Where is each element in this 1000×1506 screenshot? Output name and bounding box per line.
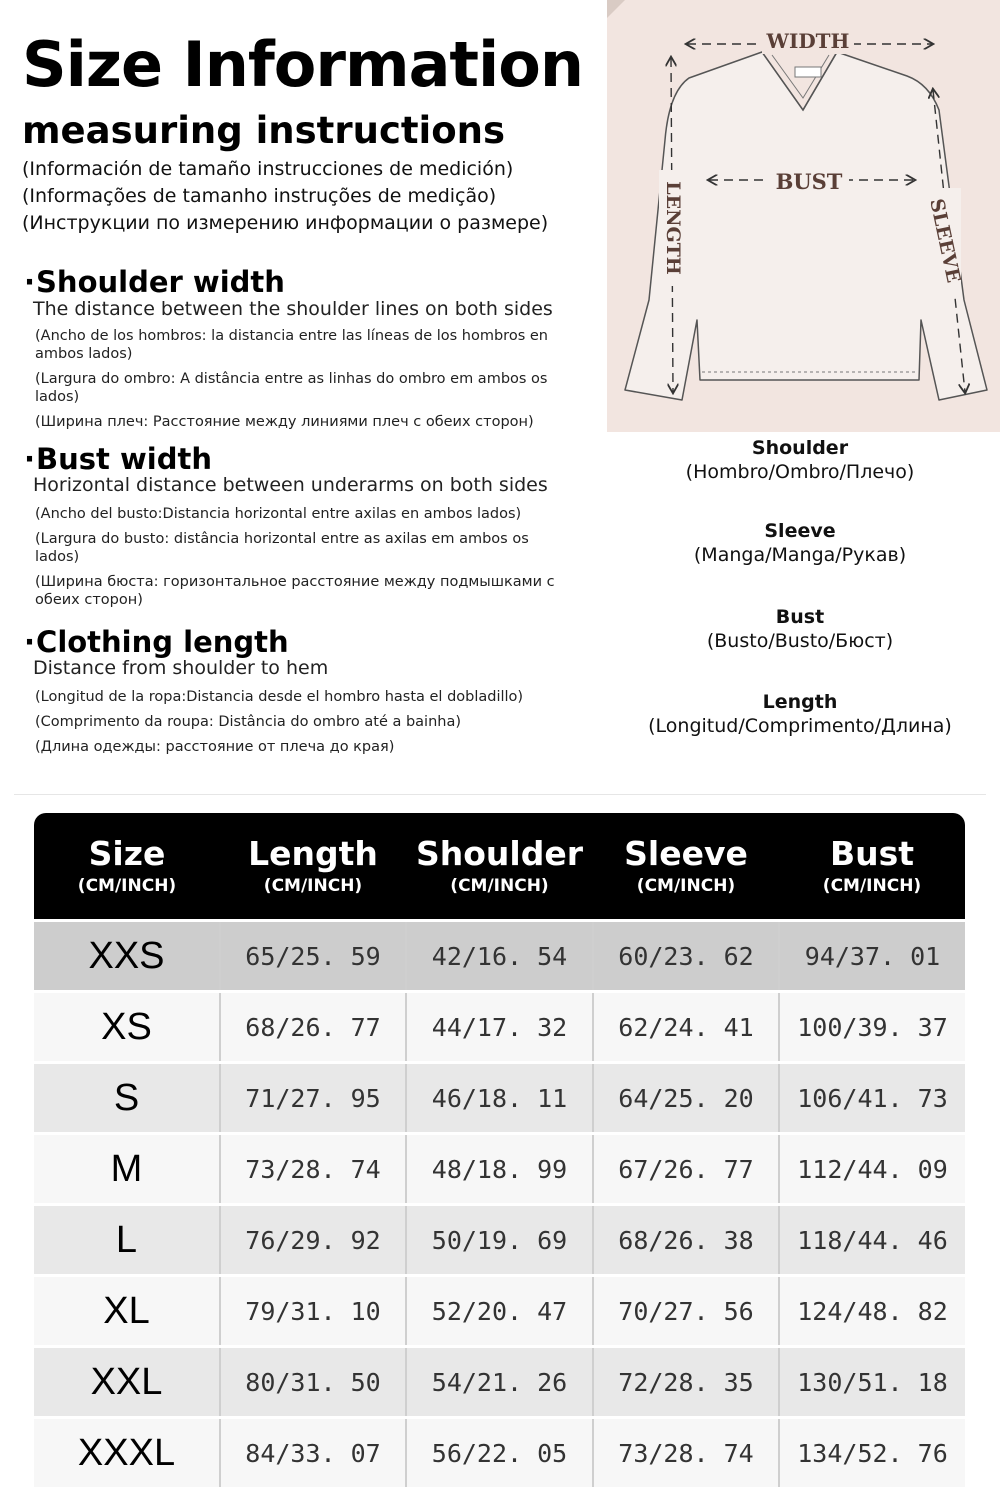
bust-cell: 124/48. 82 [779, 1276, 965, 1347]
header-bust-unit: (CM/INCH) [822, 876, 922, 896]
sleeve-cell: 60/23. 62 [593, 921, 779, 992]
table-row [34, 992, 965, 1063]
size-cell: XXXL [34, 1418, 220, 1488]
shoulder-width-heading: ·Shoulder width [24, 265, 285, 299]
table-row [34, 1347, 965, 1418]
sleeve-cell: 62/24. 41 [593, 992, 779, 1063]
table-row [34, 1063, 965, 1134]
bust-cell: 94/37. 01 [779, 921, 965, 992]
table-row [34, 1205, 965, 1276]
clothing-length-description: Distance from shoulder to hem [33, 657, 329, 679]
legend-shoulder [600, 436, 1000, 484]
title-translation-ru: (Инструкции по измерению информации о размере) [22, 212, 549, 234]
clothing-length-note-pt: (Comprimento da roupa: Distância do ombro até a bainha) [35, 714, 462, 730]
legend-bust-label: Bust [775, 606, 825, 628]
shoulder-cell: 46/18. 11 [406, 1063, 593, 1134]
shoulder-width-note-pt: (Largura do ombro: A distância entre as linhas do ombro em ambos os lados) [35, 371, 548, 405]
bust-width-description: Horizontal distance between underarms on both sides [33, 474, 548, 496]
bust-label: BUST [775, 169, 843, 194]
clothing-length-heading-text: Clothing length [36, 625, 289, 659]
corner-fold-decoration [607, 0, 625, 18]
header-sleeve [593, 813, 779, 921]
legend-bust [600, 605, 1000, 653]
legend-sleeve [600, 519, 1000, 567]
page-title: Size Information [22, 28, 584, 101]
shoulder-cell: 42/16. 54 [406, 921, 593, 992]
title-translations [22, 156, 548, 237]
size-cell: XL [34, 1276, 220, 1347]
length-cell: 84/33. 07 [220, 1418, 406, 1488]
bust-cell: 100/39. 37 [779, 992, 965, 1063]
page-subtitle: measuring instructions [22, 109, 506, 152]
header-length [220, 813, 406, 921]
size-cell: XS [34, 992, 220, 1063]
shoulder-cell: 56/22. 05 [406, 1418, 593, 1488]
sleeve-cell: 68/26. 38 [593, 1205, 779, 1276]
legend-shoulder-label: Shoulder [751, 437, 849, 459]
bust-cell: 118/44. 46 [779, 1205, 965, 1276]
sleeve-cell: 72/28. 35 [593, 1347, 779, 1418]
sleeve-cell: 67/26. 77 [593, 1134, 779, 1205]
clothing-length-note-ru: (Длина одежды: расстояние от плеча до края) [35, 739, 395, 755]
size-cell: L [34, 1205, 220, 1276]
legend-bust-translations: (Busto/Busto/Бюст) [706, 630, 894, 652]
header-sleeve-label: Sleeve [624, 834, 748, 873]
header-shoulder-unit: (CM/INCH) [450, 876, 549, 896]
header-shoulder [406, 813, 593, 921]
size-cell: M [34, 1134, 220, 1205]
size-cell: S [34, 1063, 220, 1134]
sleeve-label: SLEEVE [925, 196, 965, 285]
table-row [34, 921, 965, 992]
header-bust [779, 813, 965, 921]
shoulder-cell: 50/19. 69 [406, 1205, 593, 1276]
length-label: LENGTH [662, 181, 684, 275]
header-size-label: Size [88, 834, 166, 873]
table-row [34, 1276, 965, 1347]
bust-cell: 112/44. 09 [779, 1134, 965, 1205]
shirt-measurement-diagram [607, 0, 1000, 432]
length-cell: 79/31. 10 [220, 1276, 406, 1347]
shoulder-width-notes [35, 327, 575, 438]
clothing-length-note-es: (Longitud de la ropa:Distancia desde el hombro hasta el dobladillo) [35, 689, 524, 705]
length-cell: 65/25. 59 [220, 921, 406, 992]
header-sleeve-unit: (CM/INCH) [636, 876, 736, 896]
shoulder-cell: 54/21. 26 [406, 1347, 593, 1418]
shirt-illustration [607, 0, 1000, 432]
bust-width-note-es: (Ancho del busto:Distancia horizontal entre axilas en ambos lados) [35, 506, 522, 522]
shoulder-width-heading-text: Shoulder width [36, 265, 285, 299]
bust-width-heading-text: Bust width [36, 442, 212, 476]
shoulder-cell: 52/20. 47 [406, 1276, 593, 1347]
legend-length-label: Length [762, 691, 838, 713]
length-cell: 80/31. 50 [220, 1347, 406, 1418]
clothing-length-notes [35, 688, 575, 763]
bust-cell: 134/52. 76 [779, 1418, 965, 1488]
header-bust-label: Bust [829, 834, 915, 873]
section-divider [14, 794, 986, 795]
size-chart-table [34, 813, 965, 1487]
table-row [34, 1418, 965, 1488]
shoulder-cell: 44/17. 32 [406, 992, 593, 1063]
legend-sleeve-translations: (Manga/Manga/Рукав) [693, 544, 907, 566]
length-cell: 68/26. 77 [220, 992, 406, 1063]
header-size-unit: (CM/INCH) [77, 876, 177, 896]
title-translation-pt: (Informações de tamanho instruções de medição) [22, 185, 497, 207]
bust-width-note-ru: (Ширина бюста: горизонтальное расстояние между подмышками с обеих сторон) [35, 574, 555, 608]
title-translation-es: (Información de tamaño instrucciones de medición) [22, 158, 514, 180]
size-cell: XXL [34, 1347, 220, 1418]
shoulder-width-description: The distance between the shoulder lines on both sides [33, 298, 553, 320]
header-size [34, 813, 220, 921]
bust-cell: 130/51. 18 [779, 1347, 965, 1418]
length-cell: 76/29. 92 [220, 1205, 406, 1276]
length-cell: 73/28. 74 [220, 1134, 406, 1205]
neck-label-tag [795, 67, 821, 77]
header-shoulder-label: Shoulder [415, 834, 583, 873]
shoulder-cell: 48/18. 99 [406, 1134, 593, 1205]
bust-width-note-pt: (Largura do busto: distância horizontal entre as axilas em ambos os lados) [35, 531, 529, 565]
sleeve-cell: 64/25. 20 [593, 1063, 779, 1134]
bust-width-heading: ·Bust width [24, 442, 212, 476]
clothing-length-heading: ·Clothing length [24, 625, 289, 659]
shoulder-width-note-ru: (Ширина плеч: Расстояние между линиями плеч с обеих сторон) [35, 414, 534, 430]
shoulder-width-note-es: (Ancho de los hombros: la distancia entre las líneas de los hombros en ambos lados) [35, 328, 548, 362]
legend-length-translations: (Longitud/Comprimento/Длина) [648, 715, 952, 737]
sleeve-cell: 73/28. 74 [593, 1418, 779, 1488]
table-row [34, 1134, 965, 1205]
legend-length [600, 690, 1000, 738]
header-length-unit: (CM/INCH) [263, 876, 363, 896]
legend-shoulder-translations: (Hombro/Ombro/Плечо) [685, 461, 915, 483]
bust-width-notes [35, 505, 575, 616]
size-cell: XXS [34, 921, 220, 992]
sleeve-cell: 70/27. 56 [593, 1276, 779, 1347]
length-cell: 71/27. 95 [220, 1063, 406, 1134]
legend-sleeve-label: Sleeve [764, 520, 836, 542]
header-length-label: Length [248, 834, 378, 873]
table-header-row [34, 813, 965, 921]
bust-cell: 106/41. 73 [779, 1063, 965, 1134]
width-label: WIDTH [766, 29, 850, 53]
